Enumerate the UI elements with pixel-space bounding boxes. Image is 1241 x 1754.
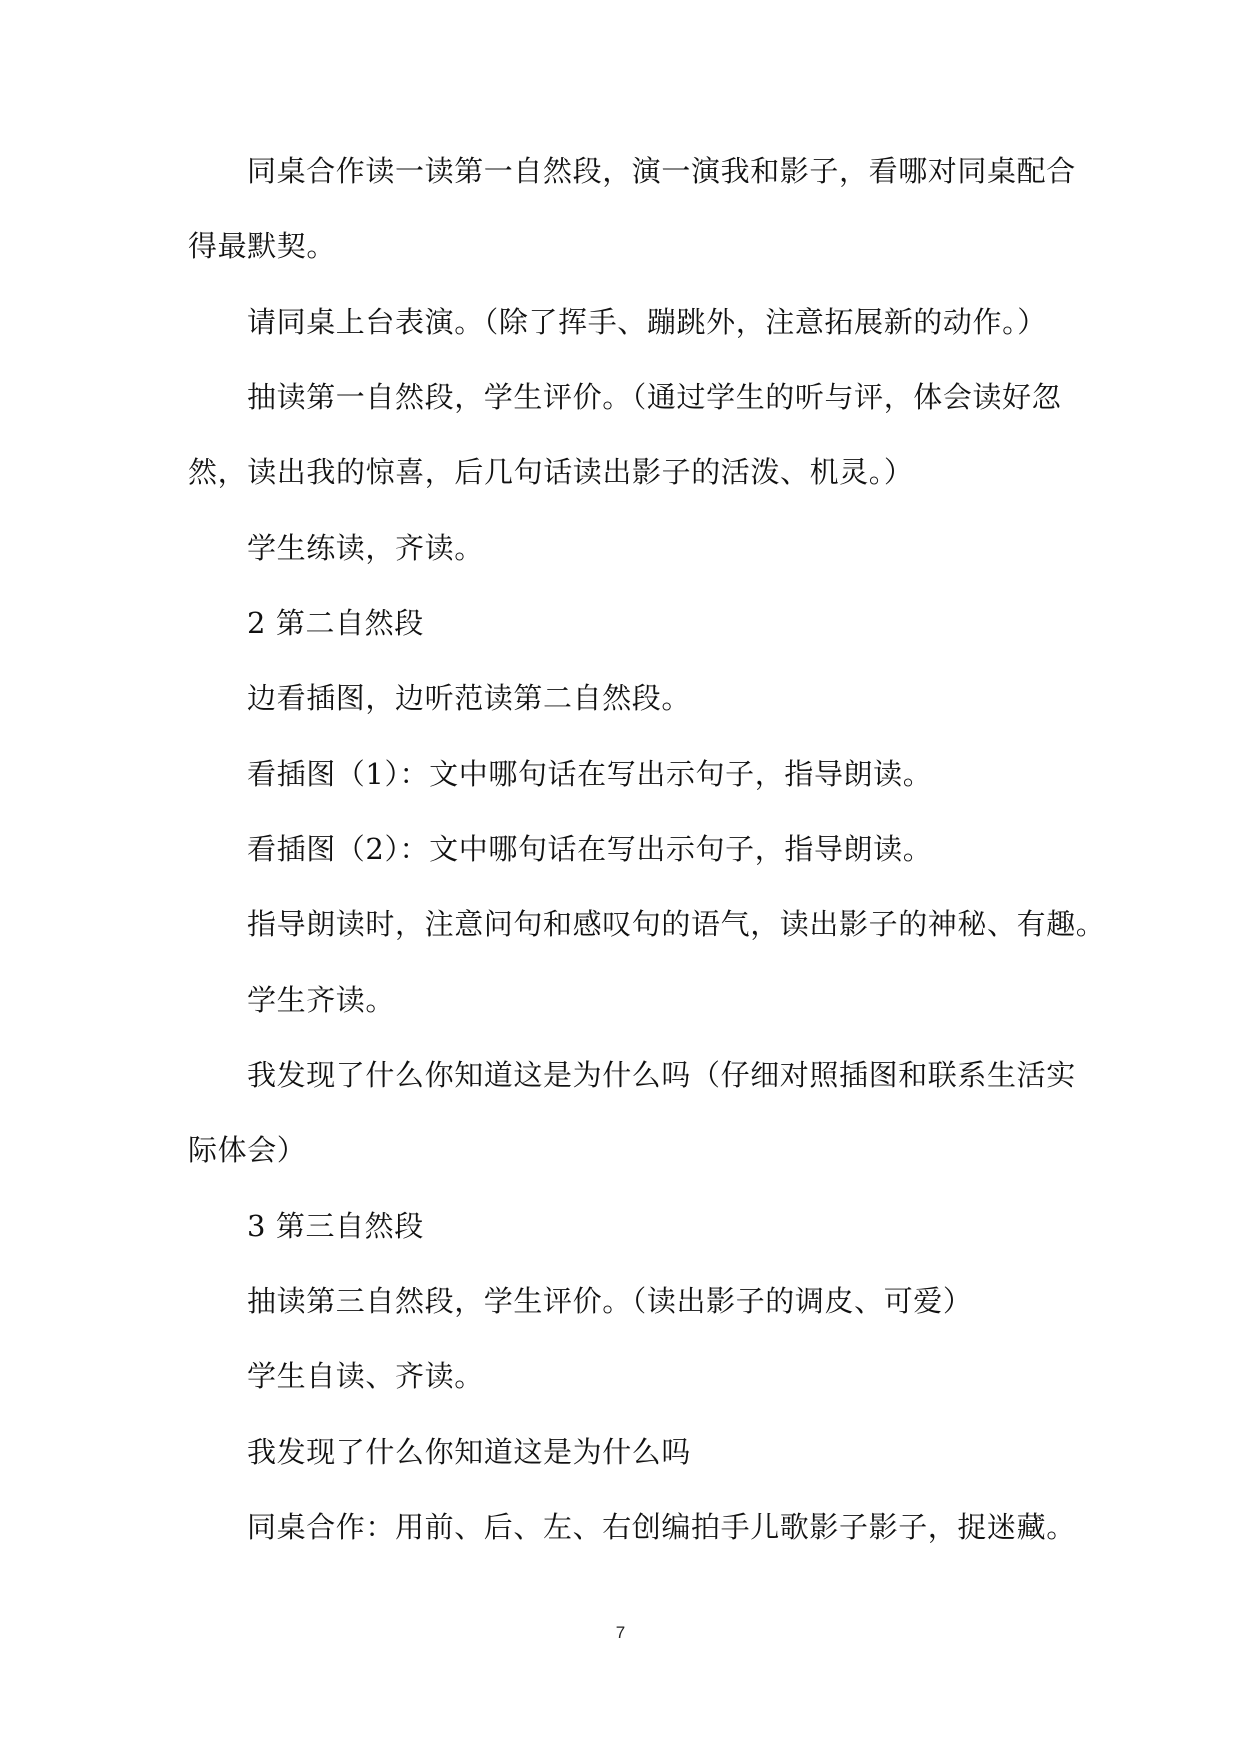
paragraph-self-reading: 学生自读、齐读。 xyxy=(247,1359,484,1393)
paragraph-pair-reading-line-2: 得最默契。 xyxy=(188,229,337,263)
paragraph-pair-reading-line-1: 同桌合作读一读第一自然段，演一演我和影子，看哪对同桌配合 xyxy=(247,154,1076,188)
paragraph-practice-reading: 学生练读，齐读。 xyxy=(247,531,484,565)
paragraph-stage-performance: 请同桌上台表演。（除了挥手、蹦跳外，注意拓展新的动作。） xyxy=(247,305,1047,339)
paragraph-illustration-1: 看插图（1）：文中哪句话在写出示句子，指导朗读。 xyxy=(247,757,933,791)
page-number: 7 xyxy=(615,1623,626,1642)
paragraph-discovery-question-2: 我发现了什么你知道这是为什么吗 xyxy=(247,1435,692,1469)
paragraph-group-reading: 学生齐读。 xyxy=(247,983,396,1017)
paragraph-third-sample-reading: 抽读第三自然段，学生评价。（读出影子的调皮、可爱） xyxy=(247,1284,973,1318)
paragraph-discovery-question-line-1: 我发现了什么你知道这是为什么吗（仔细对照插图和联系生活实 xyxy=(247,1058,1076,1092)
paragraph-illustration-2: 看插图（2）：文中哪句话在写出示句子，指导朗读。 xyxy=(247,832,933,866)
paragraph-clapping-song: 同桌合作：用前、后、左、右创编拍手儿歌影子影子，捉迷藏。 xyxy=(247,1510,1076,1544)
paragraph-sample-reading-line-1: 抽读第一自然段，学生评价。（通过学生的听与评，体会读好忽 xyxy=(247,380,1062,414)
paragraph-discovery-question-line-2: 际体会） xyxy=(188,1133,307,1167)
paragraph-reading-guidance: 指导朗读时，注意问句和感叹句的语气，读出影子的神秘、有趣。 xyxy=(247,907,1106,941)
paragraph-sample-reading-line-2: 然，读出我的惊喜，后几句话读出影子的活泼、机灵。） xyxy=(188,455,914,489)
paragraph-listen-model-reading: 边看插图，边听范读第二自然段。 xyxy=(247,681,692,715)
section-heading-second-paragraph: 2 第二自然段 xyxy=(247,606,424,640)
section-heading-third-paragraph: 3 第三自然段 xyxy=(247,1209,424,1243)
